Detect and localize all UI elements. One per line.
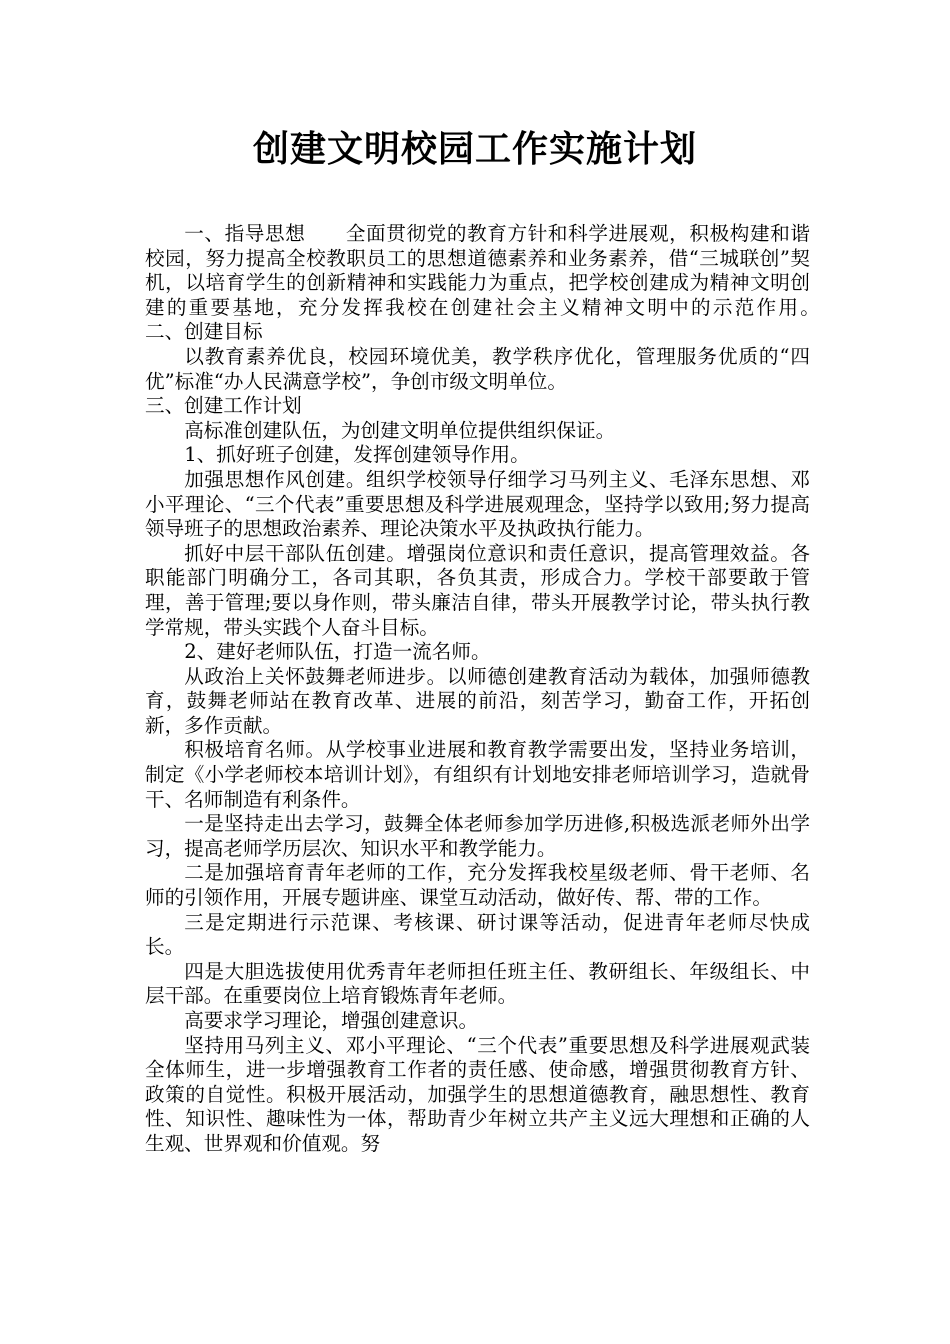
paragraph-point-one: 一是坚持走出去学习，鼓舞全体老师参加学历进修,积极选派老师外出学习，提高老师学历层次、知识水平和教学能力。	[145, 812, 810, 860]
document-body	[145, 222, 850, 1157]
paragraph-middle-managers: 抓好中层干部队伍创建。增强岗位意识和责任意识，提高管理效益。各职能部门明确分工，各司其职，各负其责，形成合力。学校干部要敢于管理，善于管理;要以身作则，带头廉洁自律，带头开展教学讨论，带头执行教学常规，带头实践个人奋斗目标。	[145, 541, 810, 639]
paragraph-point-two: 二是加强培育青年老师的工作，充分发挥我校星级老师、骨干老师、名师的引领作用，开展专题讲座、课堂互动活动，做好传、帮、带的工作。	[145, 861, 810, 910]
paragraph-guiding-thought: 一、指导思想 全面贯彻党的教育方针和科学进展观，积极构建和谐校园，努力提高全校教职员工的思想道德素养和业务素养，借“三城联创”契机，以培育学生的创新精神和实践能力为重点，把学校创建成为精神文明创建的重要基地，充分发挥我校在创建社会主义精神文明中的示范作用。 二、创建目标	[145, 222, 850, 344]
paragraph-team-standard: 高标准创建队伍，为创建文明单位提供组织保证。	[184, 418, 616, 442]
document-title: 创建文明校园工作实施计划	[252, 129, 697, 170]
paragraph-political-care: 从政治上关怀鼓舞老师进步。以师德创建教育活动为载体，加强师德教育，鼓舞老师站在教育改革、进展的前沿，刻苦学习，勤奋工作，开拓创新，多作贡献。	[145, 664, 810, 737]
section-heading-work-plan: 三、创建工作计划	[145, 394, 302, 418]
paragraph-train-teachers: 积极培育名师。从学校事业进展和教育教学需要出发，坚持业务培训，制定《小学老师校本培训计划》，有组织有计划地安排老师培训学习，造就骨干、名师制造有利条件。	[145, 738, 810, 811]
paragraph-leadership-heading: 1、抓好班子创建，发挥创建领导作用。	[184, 443, 530, 467]
paragraph-teacher-team-heading: 2、建好老师队伍，打造一流名师。	[184, 640, 491, 664]
paragraph-ideology-building: 加强思想作风创建。组织学校领导仔细学习马列主义、毛泽东思想、邓小平理论、“三个代表”重要思想及科学进展观理念，坚持学以致用;努力提高领导班子的思想政治素养、理论决策水平及执政执行能力。	[145, 467, 810, 541]
paragraph-study-theory: 高要求学习理论，增强创建意识。	[184, 1009, 479, 1032]
paragraph-point-four: 四是大胆选拔使用优秀青年老师担任班主任、教研组长、年级组长、中层干部。在重要岗位上培育锻炼青年老师。	[145, 959, 810, 1008]
paragraph-marxism-study: 坚持用马列主义、邓小平理论、“三个代表”重要思想及科学进展观武装全体师生，进一步增强教育工作者的责任感、使命感，增强贯彻教育方针、政策的自觉性。积极开展活动，加强学生的思想道德教育，融思想性、教育性、知识性、趣味性为一体，帮助青少年树立共产主义远大理想和正确的人生观、世界观和价值观。努	[145, 1033, 810, 1155]
paragraph-point-three: 三是定期进行示范课、考核课、研讨课等活动，促进青年老师尽快成长。	[145, 910, 810, 959]
paragraph-goal: 以教育素养优良，校园环境优美，教学秩序优化，管理服务优质的“四优”标准“办人民满意学校”，争创市级文明单位。	[145, 344, 810, 393]
